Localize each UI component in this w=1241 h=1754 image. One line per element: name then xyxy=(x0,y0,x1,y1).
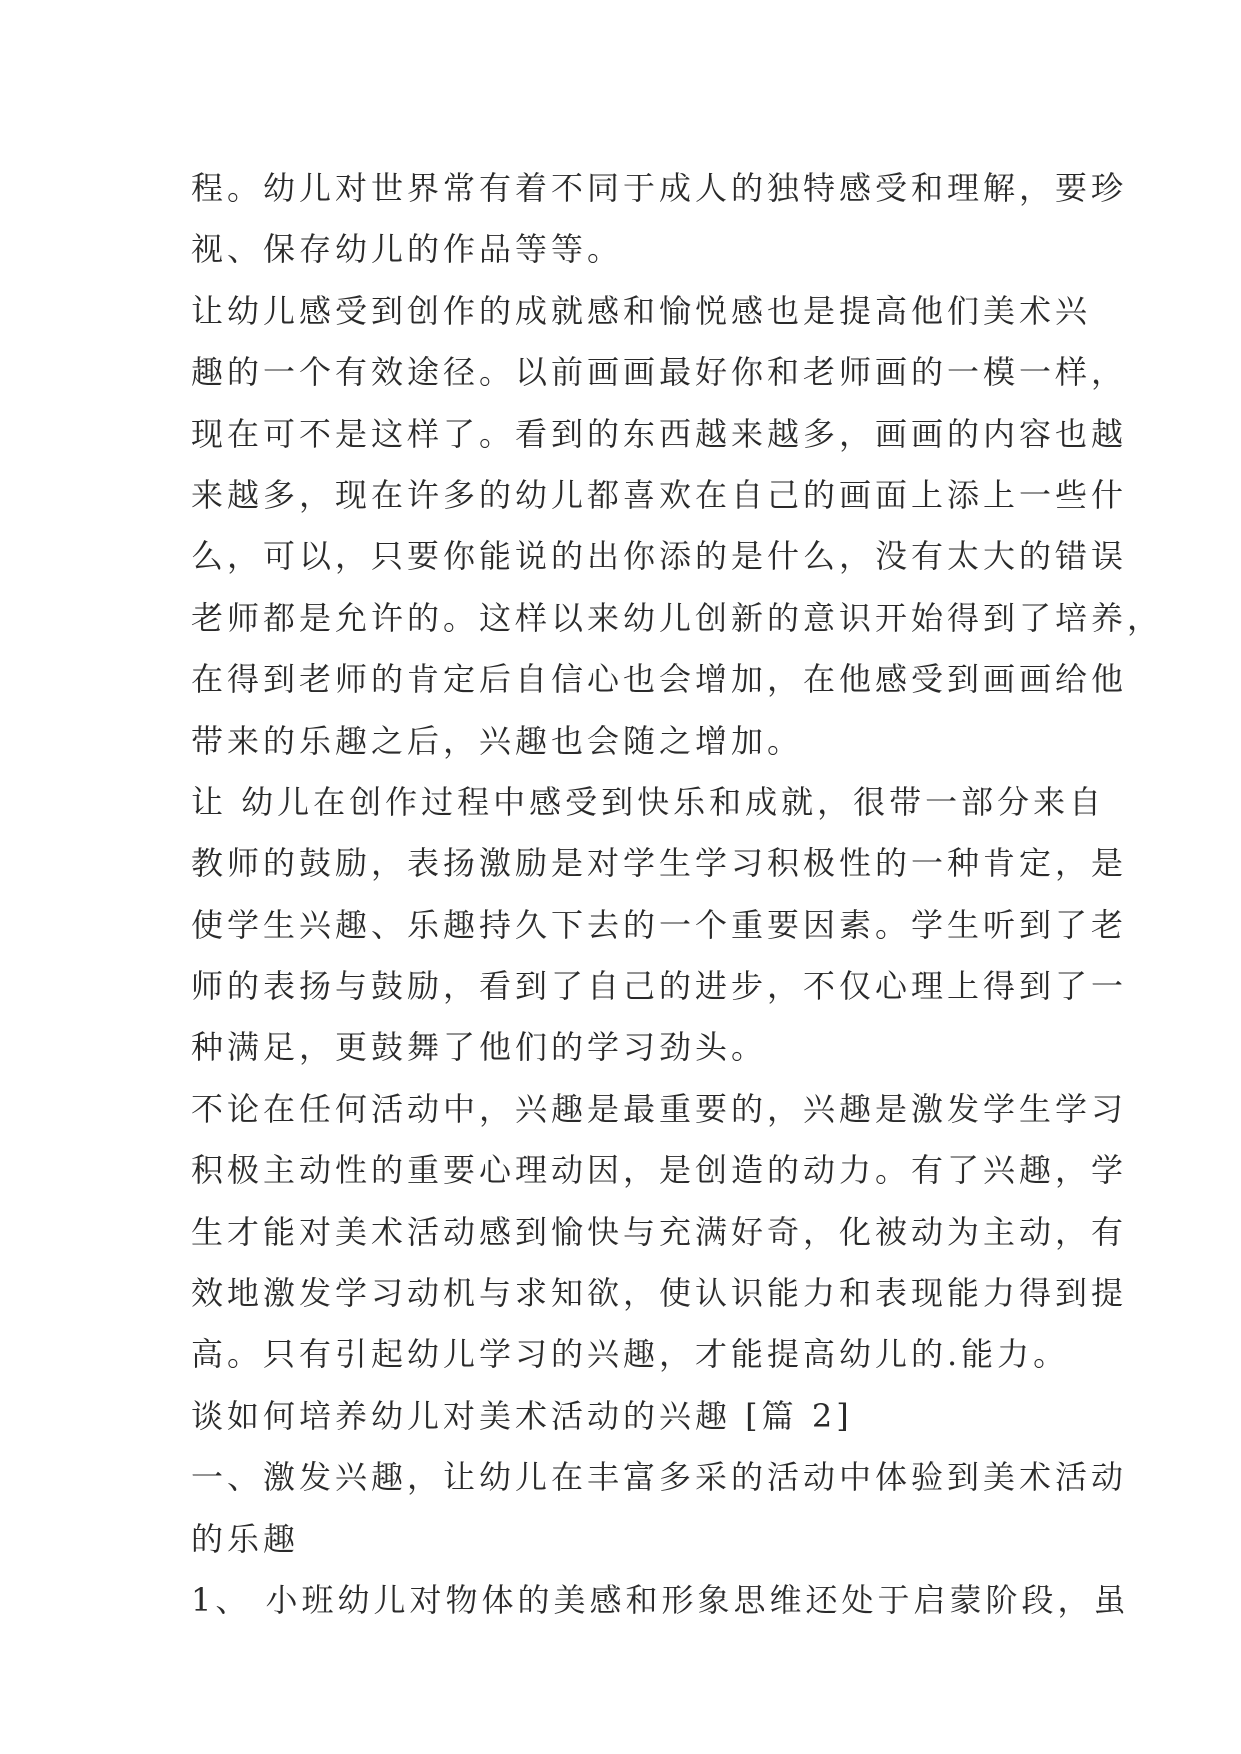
text-line: 谈如何培养幼儿对美术活动的兴趣 [篇 2] xyxy=(191,1396,853,1435)
text-line: 视、保存幼儿的作品等等。 xyxy=(191,230,624,269)
text-line: 效地激发学习动机与求知欲，使认识能力和表现能力得到提 xyxy=(191,1274,1128,1313)
text-line: 一、激发兴趣，让幼儿在丰富多采的活动中体验到美术活动 xyxy=(191,1458,1128,1497)
text-line: 积极主动性的重要心理动因，是创造的动力。有了兴趣，学 xyxy=(191,1151,1128,1190)
text-line: 让幼儿感受到创作的成就感和愉悦感也是提高他们美术兴 xyxy=(191,291,1092,330)
text-line: 种满足，更鼓舞了他们的学习劲头。 xyxy=(191,1028,768,1067)
text-line: 师的表扬与鼓励，看到了自己的进步，不仅心理上得到了一 xyxy=(191,967,1128,1006)
text-line: 在得到老师的肯定后自信心也会增加，在他感受到画画给他 xyxy=(191,660,1128,699)
text-line: 高。只有引起幼儿学习的兴趣，才能提高幼儿的.能力。 xyxy=(191,1335,1070,1374)
text-line: 程。幼儿对世界常有着不同于成人的独特感受和理解，要珍 xyxy=(191,169,1128,207)
body-text xyxy=(191,158,1164,1631)
text-line: 教师的鼓励，表扬激励是对学生学习积极性的一种肯定，是 xyxy=(191,844,1128,883)
text-line: 么，可以，只要你能说的出你添的是什么，没有太大的错误 xyxy=(191,537,1128,576)
text-line: 趣的一个有效途径。以前画画最好你和老师画的一模一样， xyxy=(191,353,1128,392)
text-line: 的乐趣 xyxy=(191,1519,300,1558)
text-line: 不论在任何活动中，兴趣是最重要的，兴趣是激发学生学习 xyxy=(191,1089,1128,1128)
text-line: 来越多，现在许多的幼儿都喜欢在自己的画面上添上一些什 xyxy=(191,475,1128,514)
text-line: 使学生兴趣、乐趣持久下去的一个重要因素。学生听到了老 xyxy=(191,905,1128,944)
text-line: 生才能对美术活动感到愉快与充满好奇，化被动为主动，有 xyxy=(191,1212,1128,1251)
text-line: 现在可不是这样了。看到的东西越来越多，画画的内容也越 xyxy=(191,414,1128,453)
text-line: 带来的乐趣之后，兴趣也会随之增加。 xyxy=(191,721,804,760)
text-line: 老师都是允许的。这样以来幼儿创新的意识开始得到了培养， xyxy=(191,598,1164,637)
text-line: 让 幼儿在创作过程中感受到快乐和成就，很带一部分来自 xyxy=(191,782,1106,821)
text-line: 1、 小班幼儿对物体的美感和形象思维还处于启蒙阶段，虽 xyxy=(191,1580,1130,1619)
